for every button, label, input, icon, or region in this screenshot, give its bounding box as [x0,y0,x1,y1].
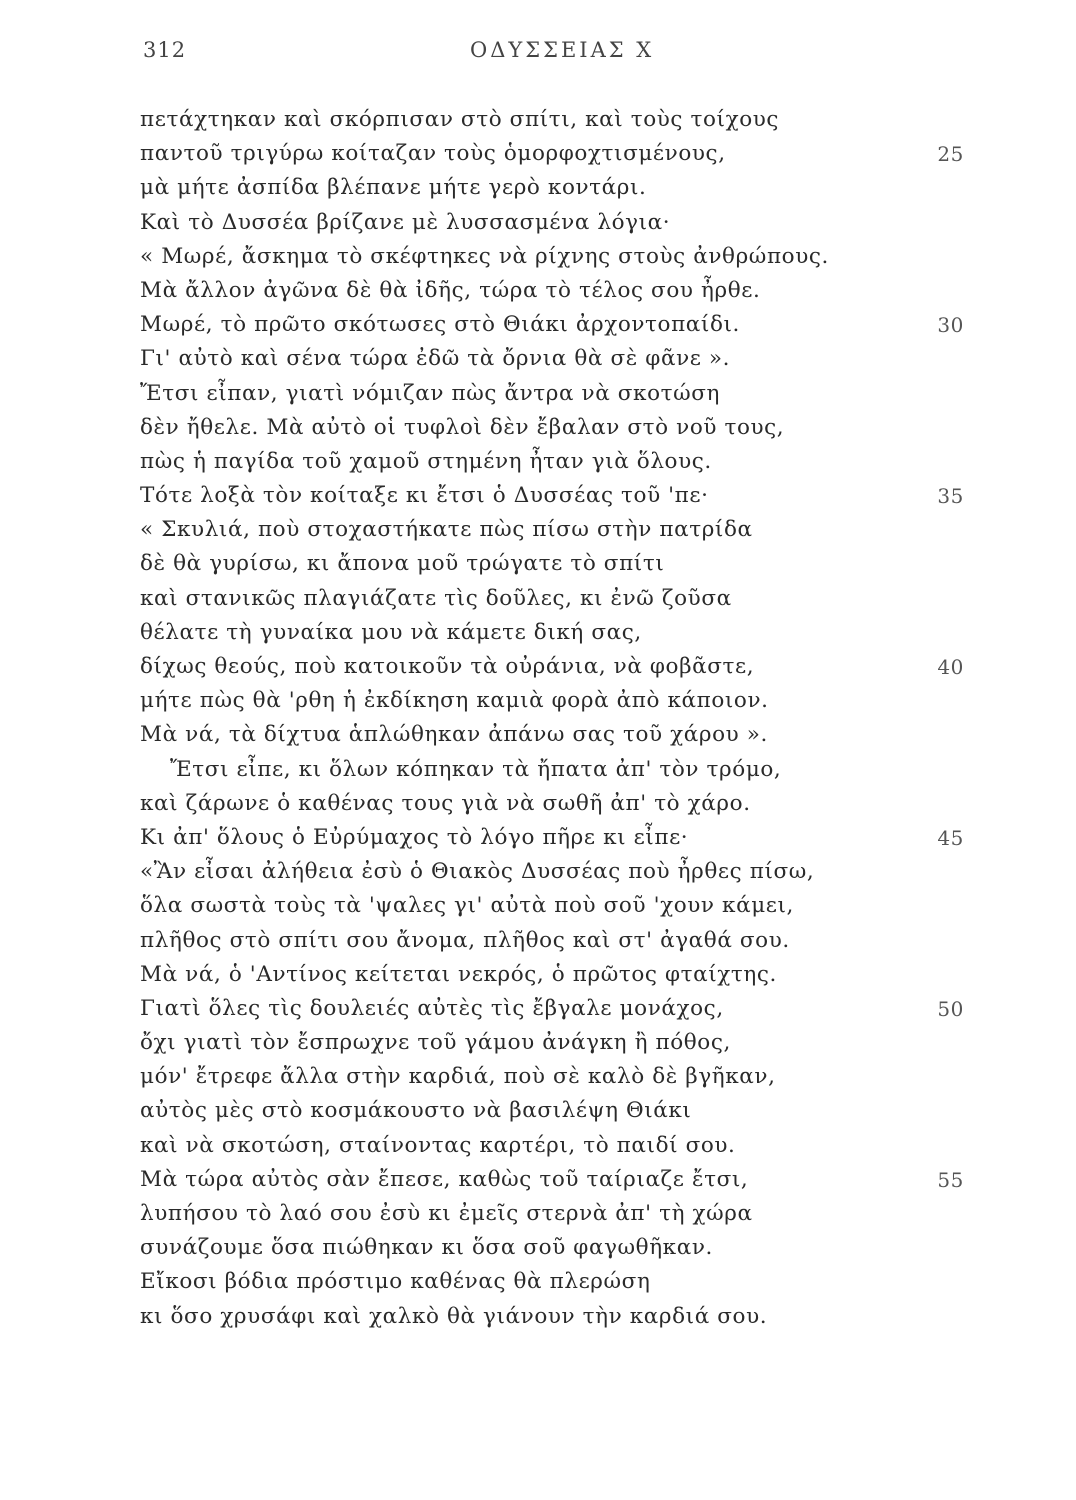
verse-text: καὶ ζάρωνε ὁ καθένας τους γιὰ νὰ σωθῆ ἀπ' τὸ χάρο. [140,790,751,816]
verse-text: ὄχι γιατὶ τὸν ἔσπρωχνε τοῦ γάμου ἀνάγκη ἢ πόθος, [140,1030,731,1056]
line-number: 40 [937,655,964,679]
verse-text: Μὰ νά, τὰ δίχτυα ἁπλώθηκαν ἀπάνω σας τοῦ χάρου ». [140,722,768,748]
verse-line [140,889,980,923]
verse-line [140,513,980,547]
verse-line [140,240,980,274]
verse-line [140,274,980,308]
verse-text: Κι ἀπ' ὅλους ὁ Εὐρύμαχος τὸ λόγο πῆρε κι εἶπε· [140,824,689,850]
running-title: ΟΔΥΣΣΕΙΑΣ Χ [470,38,655,62]
verse-text: μόν' ἔτρεφε ἄλλα στὴν καρδιά, ποὺ σὲ καλὸ δὲ βγῆκαν, [140,1064,776,1090]
verse-line [140,753,980,787]
verse-line [140,1231,980,1265]
verse-text: δὲ θὰ γυρίσω, κι ἄπονα μοῦ τρώγατε τὸ σπίτι [140,551,665,577]
verse-line [140,1129,980,1163]
verse-text: Μὰ τώρα αὐτὸς σὰν ἔπεσε, καθὼς τοῦ ταίριαζε ἔτσι, [140,1166,749,1192]
page-header [143,38,973,70]
verse-line [140,958,980,992]
line-number: 45 [937,825,964,850]
verse-text: αὐτὸς μὲς στὸ κοσμάκουστο νὰ βασιλέψη Θιάκι [140,1098,692,1124]
verse-line [140,1300,980,1334]
verse-line [140,547,980,581]
verse-text: Καὶ τὸ Δυσσέα βρίζανε μὲ λυσσασμένα λόγια· [140,209,671,235]
verse-text: κι ὅσο χρυσάφι καὶ χαλκὸ θὰ γιάνουν τὴν καρδιά σου. [140,1303,768,1329]
verse-line [140,718,980,752]
verse-text: λυπήσου τὸ λαό σου ἐσὺ κι ἐμεῖς στερνὰ ἀπ' τὴ χώρα [140,1201,753,1226]
verse-line [140,1163,980,1197]
verse-text: πετάχτηκαν καὶ σκόρπισαν στὸ σπίτι, καὶ τοὺς τοίχους [140,107,780,132]
verse-line [140,103,980,137]
verse-text: μήτε πὼς θὰ 'ρθη ἡ ἐκδίκηση καμιὰ φορὰ ἀπὸ κάποιον. [140,688,769,714]
verse-line [140,479,980,513]
verse-text: δὲν ἤθελε. Μὰ αὐτὸ οἱ τυφλοὶ δὲν ἔβαλαν στὸ νοῦ τους, [140,414,785,440]
verse-text: δίχως θεούς, ποὺ κατοικοῦν τὰ οὐράνια, νὰ φοβᾶστε, [140,654,755,679]
verse-line [140,411,980,445]
verse-line [140,924,980,958]
verse-line [140,684,980,718]
verse-text: μὰ μήτε ἀσπίδα βλέπανε μήτε γερὸ κοντάρι. [140,175,647,201]
verse-line [140,137,980,171]
page-number: 312 [143,38,187,62]
verse-line [140,1026,980,1060]
verse-line [140,616,980,650]
verse-text: συνάζουμε ὅσα πιώθηκαν κι ὅσα σοῦ φαγωθῆκαν. [140,1235,713,1261]
verse-line [140,171,980,205]
verse-line [140,1197,980,1231]
line-number: 50 [937,996,964,1021]
verse-text: Μωρέ, τὸ πρῶτο σκότωσες στὸ Θιάκι ἀρχοντοπαίδι. [140,312,740,338]
verse-text: Γιατὶ ὅλες τὶς δουλειές αὐτὲς τὶς ἔβγαλε μονάχος, [140,995,724,1021]
verse-text: «Ἂν εἶσαι ἀλήθεια ἐσὺ ὁ Θιακὸς Δυσσέας ποὺ ἦρθες πίσω, [140,859,815,885]
verse-text: παντοῦ τριγύρω κοίταζαν τοὺς ὁμορφοχτισμένους, [140,141,726,167]
verse-text: ὅλα σωστὰ τοὺς τὰ 'ψαλες γι' αὐτὰ ποὺ σοῦ 'χουν κάμει, [140,893,794,919]
verse-text: πλῆθος στὸ σπίτι σου ἄνομα, πλῆθος καὶ στ' ἀγαθά σου. [140,927,790,953]
verse-line [140,377,980,411]
verse-text: « Σκυλιά, ποὺ στοχαστήκατε πὼς πίσω στὴν πατρίδα [140,517,753,543]
verse-line [140,1060,980,1094]
verse-line [140,308,980,342]
verse-line [140,821,980,855]
verse-text: Μὰ νά, ὁ 'Αντίνος κείτεται νεκρός, ὁ πρῶτος φταίχτης. [140,961,777,987]
verse-text: θέλατε τὴ γυναίκα μου νὰ κάμετε δική σας, [140,619,642,645]
verse-text: Μὰ ἄλλον ἀγῶνα δὲ θὰ ἰδῆς, τώρα τὸ τέλος σου ἦρθε. [140,277,761,303]
verse-text: Γι' αὐτὸ καὶ σένα τώρα ἐδῶ τὰ ὄρνια θὰ σὲ φᾶνε ». [140,346,731,372]
verse-line [140,445,980,479]
verse-line [140,206,980,240]
verse-line [140,1094,980,1128]
poem-text [140,103,980,1334]
line-number: 35 [937,484,964,509]
verse-line [140,1265,980,1299]
verse-line [140,992,980,1026]
verse-text: « Μωρέ, ἄσκημα τὸ σκέφτηκες νὰ ρίχνης στοὺς ἀνθρώπους. [140,243,829,269]
verse-text: Εἴκοσι βόδια πρόστιμο καθένας θὰ πλερώση [140,1269,651,1295]
verse-text: Ἔτσι εἶπε, κι ὅλων κόπηκαν τὰ ἤπατα ἀπ' τὸν τρόμο, [170,756,782,782]
line-number: 30 [937,313,964,338]
line-number: 55 [937,1167,964,1192]
verse-text: πὼς ἡ παγίδα τοῦ χαμοῦ στημένη ἦταν γιὰ ὅλους. [140,448,712,474]
verse-text: καὶ νὰ σκοτώση, σταίνοντας καρτέρι, τὸ παιδί σου. [140,1132,736,1158]
verse-line [140,787,980,821]
verse-line [140,855,980,889]
verse-text: καὶ στανικῶς πλαγιάζατε τὶς δοῦλες, κι ἐνῶ ζοῦσα [140,585,732,611]
verse-line [140,342,980,376]
verse-text: Τότε λοξὰ τὸν κοίταξε κι ἔτσι ὁ Δυσσέας τοῦ 'πε· [140,483,709,509]
line-number: 25 [937,142,964,167]
verse-line [140,650,980,684]
verse-line [140,582,980,616]
verse-text: Ἔτσι εἶπαν, γιατὶ νόμιζαν πὼς ἄντρα νὰ σκοτώση [140,380,720,406]
